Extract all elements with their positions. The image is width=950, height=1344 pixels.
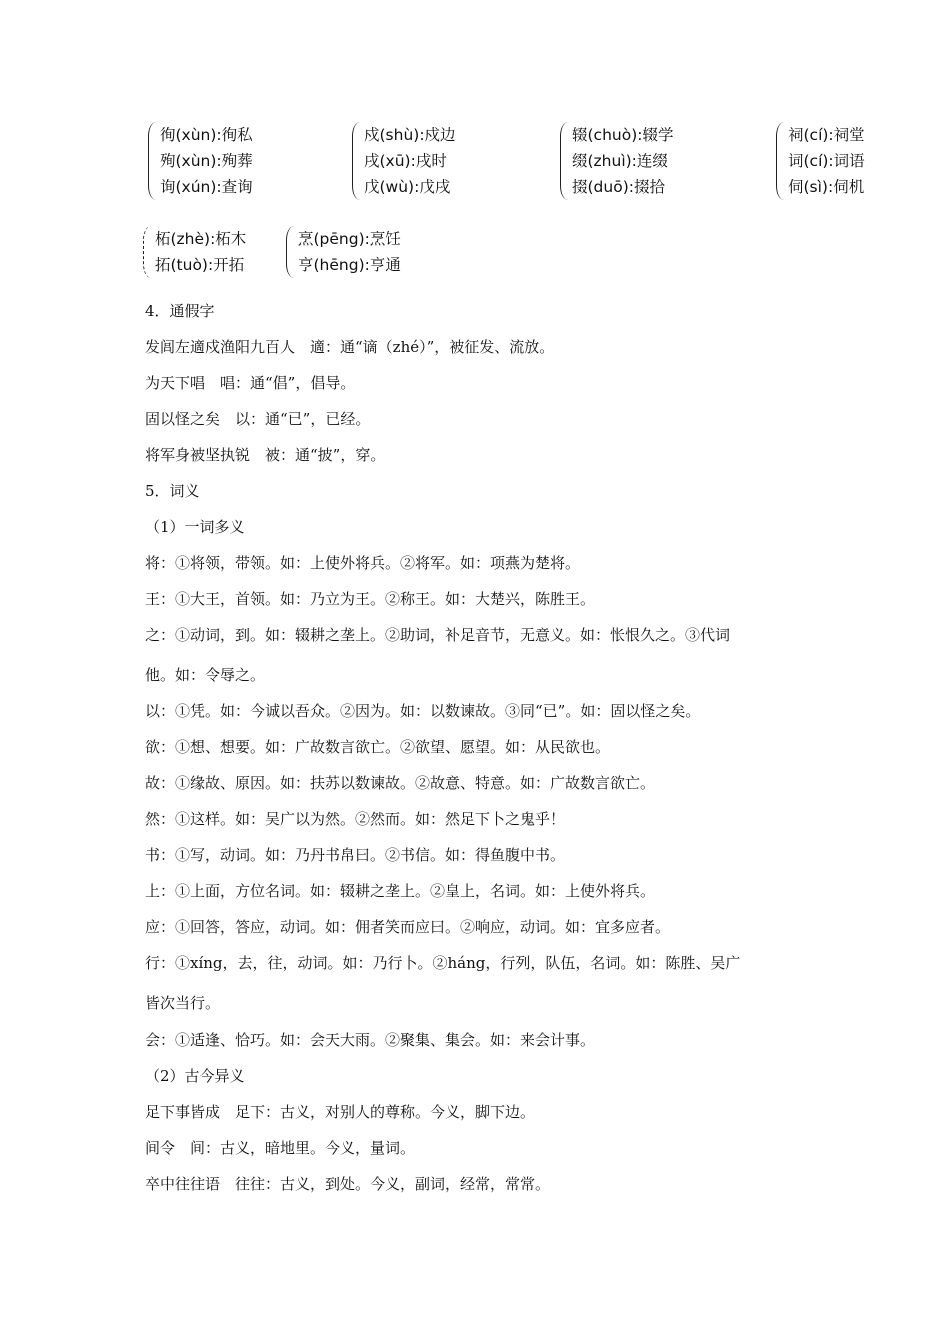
text-line: 书：①写，动词。如：乃丹书帛曰。②书信。如：得鱼腹中书。 (145, 846, 566, 864)
brace (148, 122, 157, 200)
text-line: 王：①大王，首领。如：乃立为王。②称王。如：大楚兴，陈胜王。 (145, 590, 596, 608)
char-entry: 询(xún):查询 (160, 178, 253, 196)
brace (286, 226, 295, 278)
text-line: 他。如：令辱之。 (145, 666, 266, 684)
char-group-4 (776, 122, 865, 200)
char-entry: 词(cí):词语 (788, 152, 865, 170)
text-line: 欲：①想、想要。如：广故数言欲亡。②欲望、愿望。如：从民欲也。 (145, 738, 611, 756)
text-line: 会：①适逢、恰巧。如：会天大雨。②聚集、集会。如：来会计事。 (145, 1031, 596, 1049)
text-line: 将：①将领，带领。如：上使外将兵。②将军。如：项燕为楚将。 (145, 554, 581, 572)
char-entry: 辍(chuò):辍学 (572, 126, 674, 144)
text-line: 卒中往往语 往往：古义，到处。今义，副词，经常，常常。 (145, 1175, 551, 1193)
text-line: 应：①回答，答应，动词。如：佣者笑而应曰。②响应，动词。如：宜多应者。 (145, 918, 671, 936)
char-entry: 戍(shù):戍边 (364, 126, 456, 144)
text-line: 以：①凭。如：今诚以吾众。②因为。如：以数谏故。③同“已”。如：固以怪之矣。 (145, 702, 701, 720)
text-line: 之：①动词，到。如：辍耕之垄上。②助词，补足音节，无意义。如：怅恨久之。③代词 (145, 626, 731, 644)
char-group-3 (560, 122, 673, 200)
heading-ciyi: 5．词义 (145, 482, 200, 500)
text-line: 固以怪之矣 以：通“已”，已经。 (145, 410, 371, 428)
brace (560, 122, 569, 200)
char-group-6 (286, 226, 401, 278)
text-line: 间令 间：古义，暗地里。今义，量词。 (145, 1139, 416, 1157)
text-line: 皆次当行。 (145, 994, 221, 1012)
text-line: 然：①这样。如：吴广以为然。②然而。如：然足下卜之鬼乎！ (145, 810, 566, 828)
char-entry: 亨(hēng):亨通 (298, 256, 401, 274)
char-entry: 戌(xū):戌时 (364, 152, 447, 170)
text-line: 足下事皆成 足下：古义，对别人的尊称。今义，脚下边。 (145, 1103, 536, 1121)
char-group-1 (148, 122, 253, 200)
char-entry: 柘(zhè):柘木 (155, 230, 247, 248)
char-entry: 掇(duō):掇拾 (572, 178, 665, 196)
char-entry: 徇(xùn):徇私 (160, 126, 253, 144)
char-entry: 拓(tuò):开拓 (155, 256, 245, 274)
brace (143, 226, 152, 278)
brace (776, 122, 785, 200)
text-line: 为天下唱 唱：通“倡”，倡导。 (145, 374, 356, 392)
text-line: 将军身被坚执锐 被：通“披”，穿。 (145, 446, 386, 464)
char-entry: 烹(pēng):烹饪 (298, 230, 401, 248)
char-entry: 祠(cí):祠堂 (788, 126, 865, 144)
heading-tongjiazi: 4．通假字 (145, 302, 215, 320)
text-line: 故：①缘故、原因。如：扶苏以数谏故。②故意、特意。如：广故数言欲亡。 (145, 774, 656, 792)
char-entry: 殉(xùn):殉葬 (160, 152, 253, 170)
subheading-yiciduoyi: （1）一词多义 (145, 518, 245, 536)
char-group-2 (352, 122, 456, 200)
brace (352, 122, 361, 200)
text-line: 上：①上面，方位名词。如：辍耕之垄上。②皇上，名词。如：上使外将兵。 (145, 882, 656, 900)
char-entry: 缀(zhuì):连缀 (572, 152, 668, 170)
subheading-gujinyiyi: （2）古今异义 (145, 1067, 245, 1085)
char-entry: 伺(sì):伺机 (788, 178, 865, 196)
char-group-5 (143, 226, 246, 278)
text-line: 行：①xíng，去，往，动词。如：乃行卜。②háng，行列，队伍，名词。如：陈胜、吴广 (145, 954, 741, 972)
text-line: 发闾左適戍渔阳九百人 適：通“谪（zhé）”，被征发、流放。 (145, 338, 555, 356)
char-entry: 戊(wù):戊戌 (364, 178, 451, 196)
